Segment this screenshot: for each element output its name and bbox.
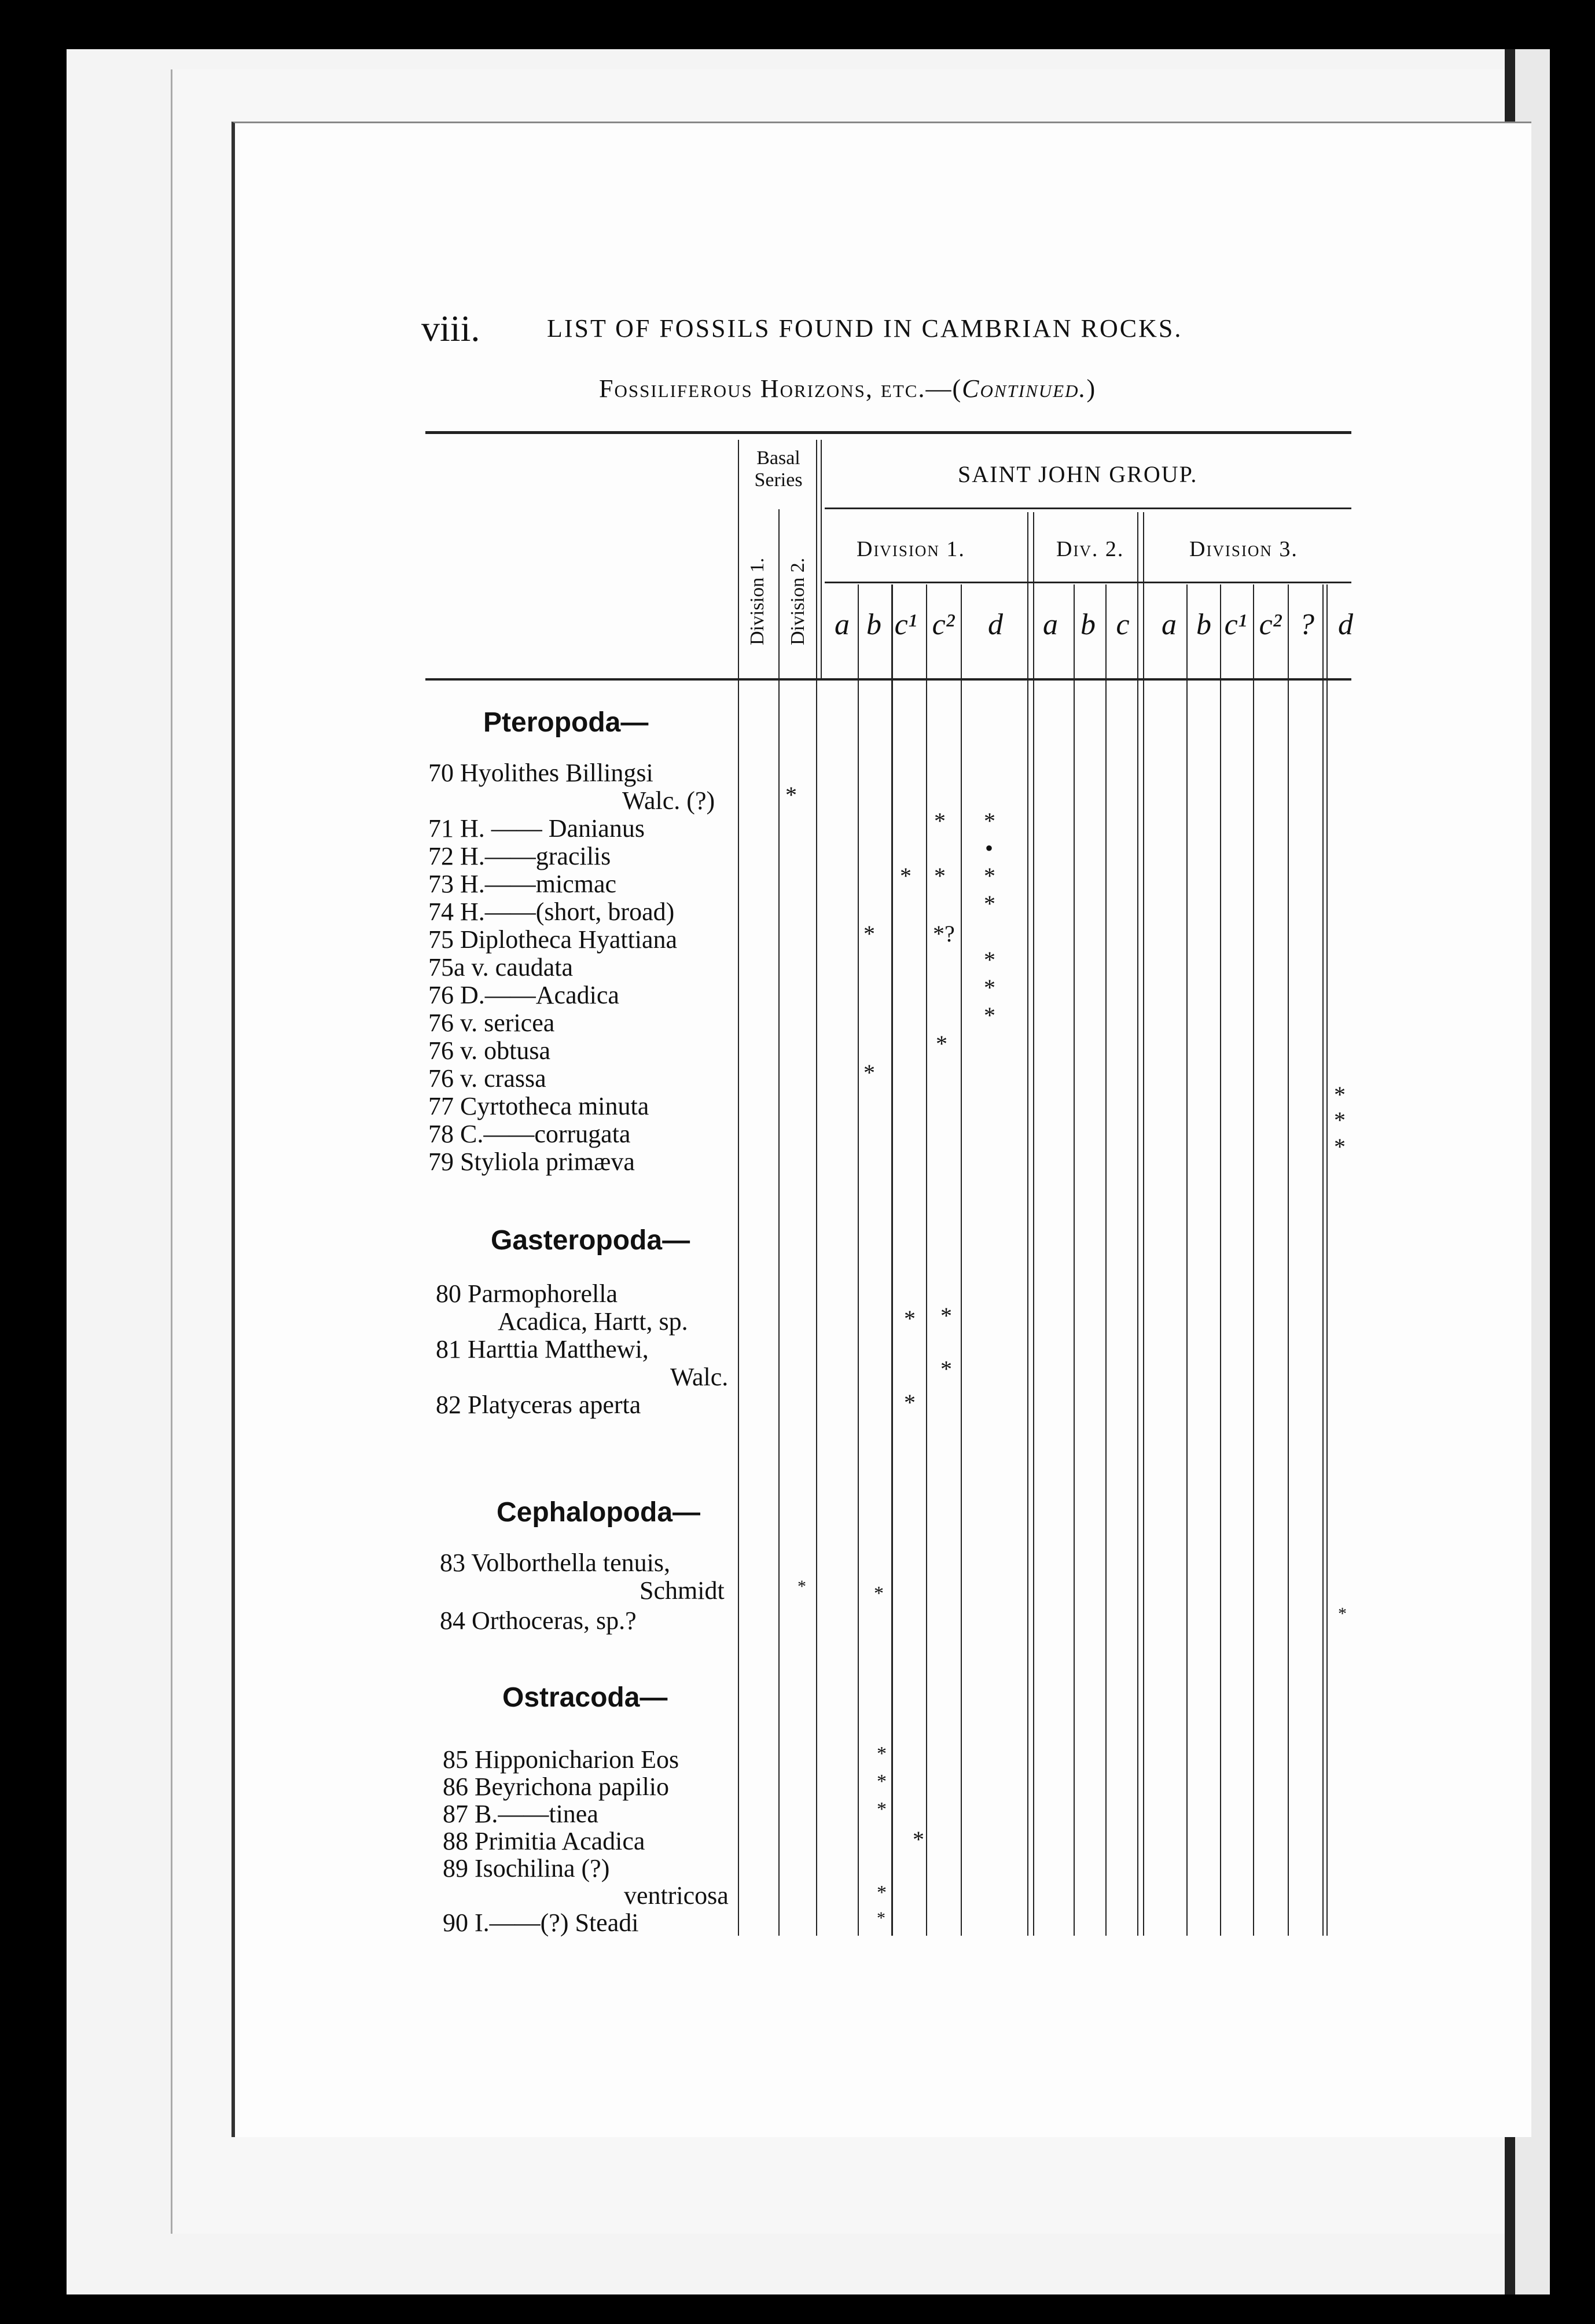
occurrence-mark: * (984, 891, 995, 917)
occurrence-mark: * (863, 1060, 875, 1086)
column-letter: a (1043, 608, 1058, 641)
column-rule (1137, 512, 1138, 1936)
species-entry: 71 H. —— Danianus (428, 814, 645, 843)
basal-division-1-label: Division 1. (747, 557, 768, 645)
column-letter: c (1116, 608, 1130, 641)
occurrence-mark: * (904, 1306, 916, 1332)
occurrence-mark: • (985, 835, 994, 861)
species-entry: Walc. (670, 1363, 729, 1391)
table-top-rule (425, 431, 1351, 434)
occurrence-mark: * (984, 975, 995, 1001)
species-entry: 73 H.——micmac (428, 870, 617, 898)
subtitle-suffix: ) (1086, 374, 1097, 403)
species-entry: Walc. (?) (622, 786, 715, 815)
occurrence-mark: * (874, 1583, 884, 1604)
occurrence-mark: * (877, 1909, 885, 1928)
occurrence-mark: * (984, 863, 995, 889)
species-entry: 70 Hyolithes Billingsi (428, 759, 653, 787)
species-entry: 74 H.——(short, broad) (428, 898, 675, 926)
species-entry: 79 Styliola primæva (428, 1148, 635, 1176)
column-rule (1186, 584, 1188, 1936)
column-letter: a (1162, 608, 1177, 641)
column-letter: c¹ (1224, 608, 1247, 641)
occurrence-mark: *? (933, 921, 955, 947)
column-letter: b (866, 608, 881, 641)
column-rule (1105, 584, 1107, 1936)
column-rule (1253, 584, 1254, 1936)
saint-john-rule (825, 508, 1351, 509)
species-entry: Schmidt (640, 1576, 725, 1605)
column-rule (1322, 584, 1324, 1936)
group-heading-pteropoda: Pteropoda— (483, 707, 649, 738)
occurrence-mark: * (984, 1002, 995, 1028)
occurrence-mark: * (1334, 1082, 1346, 1108)
column-rule (858, 584, 859, 1936)
species-entry: 90 I.——(?) Steadi (443, 1909, 639, 1937)
head-bottom-rule (425, 678, 1351, 681)
species-entry: 83 Volborthella tenuis, (440, 1549, 671, 1577)
species-entry: 81 Harttia Matthewi, (436, 1335, 649, 1363)
column-letter: b (1081, 608, 1096, 641)
occurrence-mark: * (877, 1882, 887, 1903)
occurrence-mark: * (940, 1303, 952, 1329)
occurrence-mark: * (936, 1031, 947, 1057)
occurrence-mark: * (863, 921, 875, 947)
species-entry: Acadica, Hartt, sp. (498, 1307, 688, 1336)
div-2-label: Div. 2. (1056, 537, 1124, 561)
occurrence-mark: * (934, 808, 946, 834)
occurrence-mark: * (940, 1356, 952, 1382)
occurrence-mark: * (913, 1826, 924, 1852)
page-title: LIST OF FOSSILS FOUND IN CAMBRIAN ROCKS. (547, 314, 1183, 343)
species-entry: 75a v. caudata (428, 953, 574, 981)
species-entry: 87 B.——tinea (443, 1800, 598, 1828)
basal-label: Basal (756, 447, 800, 469)
column-rule (1143, 512, 1144, 1936)
column-rule (1033, 512, 1034, 1936)
species-entry: 78 C.——corrugata (428, 1120, 631, 1148)
division-1-label: Division 1. (857, 537, 965, 561)
species-entry: 80 Parmophorella (436, 1279, 618, 1308)
division-3-label: Division 3. (1189, 537, 1298, 561)
table-subtitle (599, 376, 1096, 402)
occurrence-mark: * (1334, 1107, 1346, 1133)
species-entry: 89 Isochilina (?) (443, 1854, 610, 1882)
occurrence-mark: * (900, 863, 912, 889)
occurrence-mark: * (934, 863, 946, 889)
occurrence-mark: * (984, 808, 995, 834)
occurrence-mark: * (877, 1743, 887, 1764)
species-entry: 76 D.——Acadica (428, 981, 619, 1009)
subtitle-prefix: Fossiliferous Horizons, etc.—( (599, 374, 962, 403)
page-folio: viii. (421, 308, 480, 349)
occurrence-mark: * (785, 782, 797, 808)
series-label: Series (754, 469, 803, 491)
column-rule (1326, 584, 1328, 1936)
occurrence-mark: * (984, 947, 995, 973)
occurrence-mark: * (798, 1577, 806, 1596)
group-heading-gasteropoda: Gasteropoda— (491, 1225, 690, 1256)
column-rule (738, 440, 739, 1936)
column-rule (891, 584, 893, 1936)
subtitle-continued: Continued. (962, 374, 1087, 403)
species-entry: 72 H.——gracilis (428, 842, 611, 870)
species-entry: 82 Platyceras aperta (436, 1391, 641, 1419)
column-rule (1288, 584, 1289, 1936)
species-entry: 76 v. obtusa (428, 1036, 551, 1065)
species-entry: 75 Diplotheca Hyattiana (428, 925, 678, 954)
species-entry: ventricosa (624, 1881, 729, 1910)
column-rule (1220, 584, 1221, 1936)
occurrence-mark: * (877, 1771, 887, 1792)
column-rule (821, 440, 822, 678)
divisions-rule (825, 582, 1351, 583)
species-entry: 86 Beyrichona papilio (443, 1773, 670, 1801)
species-entry: 77 Cyrtotheca minuta (428, 1092, 649, 1120)
column-rule (816, 440, 817, 1936)
column-rule (926, 584, 927, 1936)
basal-division-2-label: Division 2. (787, 557, 808, 645)
column-rule (778, 509, 780, 1936)
saint-john-group-label: SAINT JOHN GROUP. (958, 461, 1198, 487)
occurrence-mark: * (877, 1799, 887, 1820)
occurrence-mark: * (1338, 1604, 1347, 1623)
group-heading-cephalopoda: Cephalopoda— (497, 1497, 701, 1528)
column-letter: c² (932, 608, 955, 641)
group-heading-ostracoda: Ostracoda— (502, 1682, 668, 1713)
species-entry: 88 Primitia Acadica (443, 1827, 645, 1855)
column-rule (1074, 584, 1075, 1936)
column-letter: d (988, 608, 1003, 641)
occurrence-mark: * (904, 1389, 916, 1415)
species-entry: 85 Hipponicharion Eos (443, 1745, 679, 1774)
column-letter: b (1196, 608, 1211, 641)
column-letter: d (1338, 608, 1353, 641)
column-letter: a (835, 608, 850, 641)
column-rule (1027, 512, 1028, 1936)
column-rule (961, 584, 962, 1936)
species-entry: 84 Orthoceras, sp.? (440, 1606, 637, 1635)
column-letter: c² (1259, 608, 1282, 641)
basal-series-label (747, 448, 810, 490)
species-entry: 76 v. crassa (428, 1064, 546, 1093)
occurrence-mark: * (1334, 1134, 1346, 1160)
column-letter: c¹ (894, 608, 917, 641)
species-entry: 76 v. sericea (428, 1009, 555, 1037)
column-letter: ? (1299, 608, 1314, 641)
